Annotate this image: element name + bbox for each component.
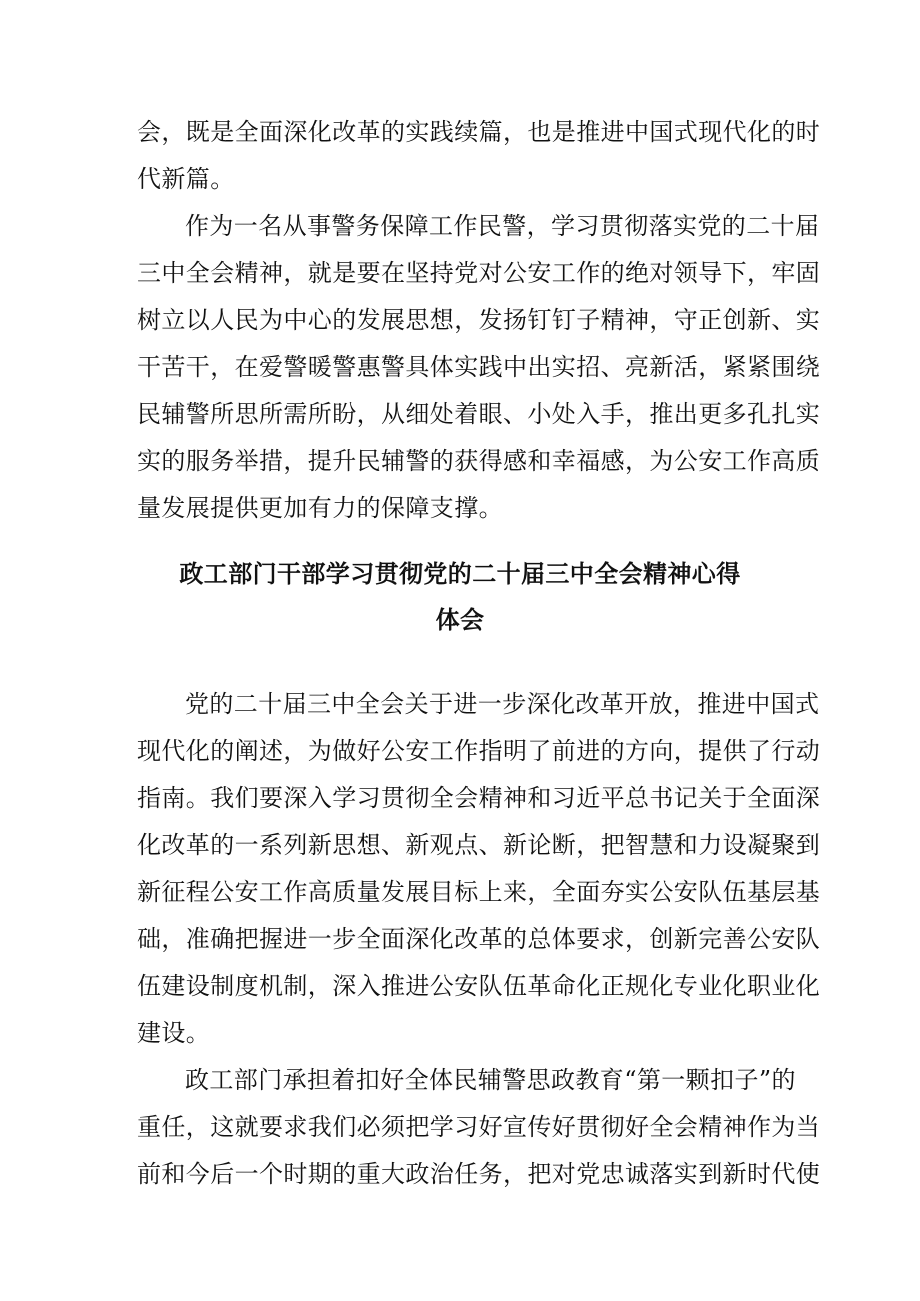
section-title-line: 政工部门干部学习贯彻党的二十届三中全会精神心得	[179, 560, 741, 588]
paragraph-line: 重任，这就要求我们必须把学习好宣传好贯彻好全会精神作为当	[137, 1113, 821, 1141]
paragraph-line: 建设。	[137, 1019, 211, 1047]
paragraph-line: 量发展提供更加有力的保障支撑。	[137, 494, 503, 522]
paragraph-line: 作为一名从事警务保障工作民警，学习贯彻落实党的二十届	[185, 212, 820, 240]
paragraph-line: 民辅警所思所需所盼，从细处着眼、小处入手，推出更多孔扎实	[137, 400, 821, 428]
paragraph-line: 伍建设制度机制，深入推进公安队伍革命化正规化专业化职业化	[137, 972, 821, 1000]
paragraph-line: 础，准确把握进一步全面深化改革的总体要求，创新完善公安队	[137, 925, 821, 953]
paragraph-line: 政工部门承担着扣好全体民辅警思政教育“第一颗扣子”的	[185, 1066, 796, 1094]
paragraph-line: 化改革的一系列新思想、新观点、新论断，把智慧和力设凝聚到	[137, 831, 821, 859]
section-title-line: 体会	[435, 606, 485, 634]
paragraph-line: 代新篇。	[137, 165, 235, 193]
paragraph-line: 新征程公安工作高质量发展目标上来，全面夯实公安队伍基层基	[137, 878, 821, 906]
paragraph-line: 指南。我们要深入学习贯彻全会精神和习近平总书记关于全面深	[137, 784, 821, 812]
paragraph-line: 党的二十届三中全会关于进一步深化改革开放，推进中国式	[185, 690, 820, 718]
paragraph-line: 三中全会精神，就是要在坚持党对公安工作的绝对领导下，牢固	[137, 259, 821, 287]
paragraph-line: 树立以人民为中心的发展思想，发扬钉钉子精神，守正创新、实	[137, 306, 821, 334]
paragraph-line: 前和今后一个时期的重大政治任务，把对党忠诚落实到新时代使	[137, 1160, 821, 1188]
paragraph-line: 现代化的阐述，为做好公安工作指明了前进的方向，提供了行动	[137, 737, 821, 765]
paragraph-line: 干苦干，在爱警暖警惠警具体实践中出实招、亮新活，紧紧围绕	[137, 353, 821, 381]
paragraph-line: 会，既是全面深化改革的实践续篇，也是推进中国式现代化的时	[137, 118, 821, 146]
paragraph-line: 实的服务举措，提升民辅警的获得感和幸福感，为公安工作高质	[137, 447, 821, 475]
